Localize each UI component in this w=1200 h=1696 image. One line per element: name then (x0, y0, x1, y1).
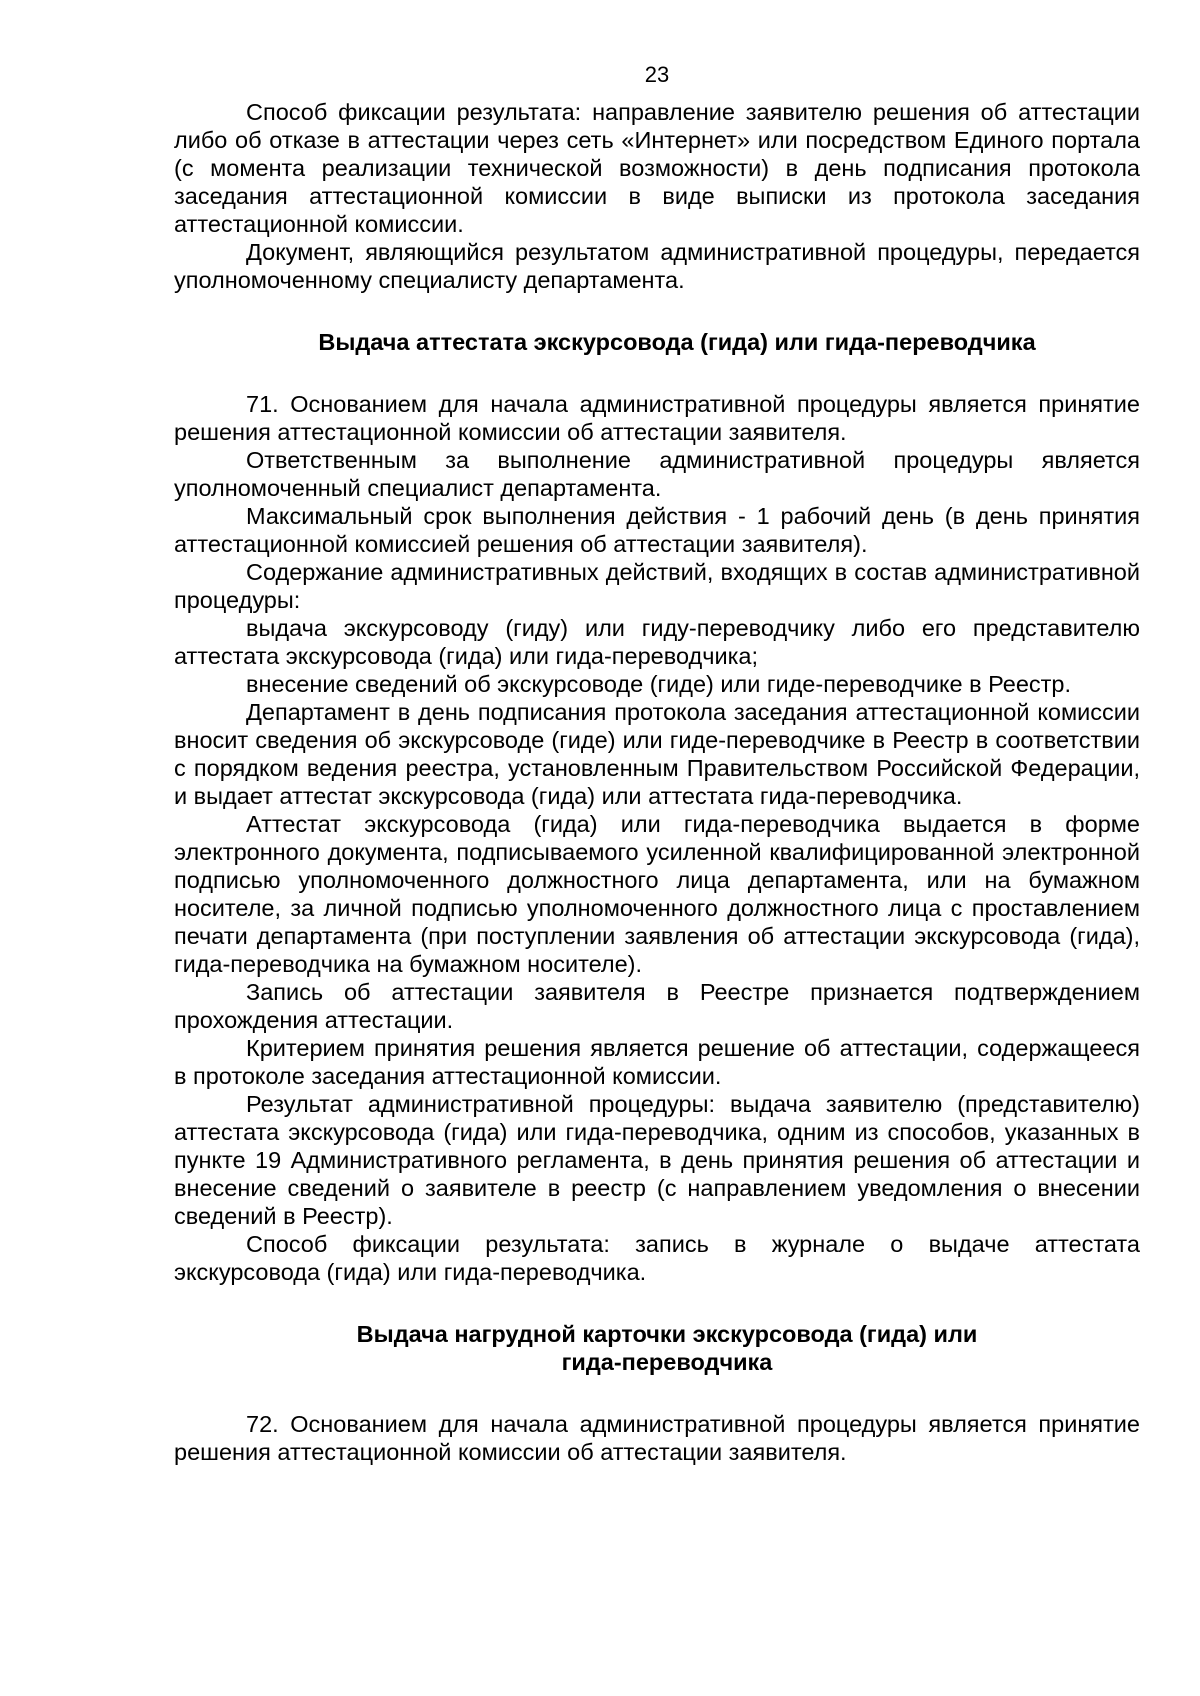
paragraph: внесение сведений об экскурсоводе (гиде) или гиде-переводчике в Реестр. (246, 671, 1072, 697)
paragraph: 72. Основанием для начала административной процедуры является принятие решения аттестационной комиссии об аттестации заявителя. (174, 1411, 1140, 1465)
paragraph: Содержание административных действий, входящих в состав административной процедуры: (174, 559, 1140, 613)
paragraph: Результат административной процедуры: выдача заявителю (представителю) аттестата экскурсовода (гида) или гида-переводчика, одним из способов, указанных в пункте 19 Административного регламента, в день принятия решения об аттестации и внесение сведений о заявителе в реестр (с направлением уведомления о внесении сведений в Реестр). (174, 1091, 1140, 1229)
paragraph: Критерием принятия решения является решение об аттестации, содержащееся в протоколе заседания аттестационной комиссии. (174, 1035, 1140, 1089)
paragraph: Департамент в день подписания протокола заседания аттестационной комиссии вносит сведения об экскурсоводе (гиде) или гиде-переводчике в Реестр в соответствии с порядком ведения реестра, установленным Правительством Российской Федерации, и выдает аттестат экскурсовода (гида) или аттестата гида-переводчика. (174, 699, 1140, 809)
paragraph: 71. Основанием для начала административной процедуры является принятие решения аттестационной комиссии об аттестации заявителя. (174, 391, 1140, 445)
section-heading-line: гида-переводчика (561, 1349, 773, 1375)
paragraph: Документ, являющийся результатом административной процедуры, передается уполномоченному специалисту департамента. (174, 239, 1140, 293)
page-number: 23 (644, 62, 670, 87)
section-heading-line: Выдача нагрудной карточки экскурсовода (гида) или (356, 1321, 978, 1347)
paragraph: Способ фиксации результата: запись в журнале о выдаче аттестата экскурсовода (гида) или гида-переводчика. (174, 1231, 1140, 1285)
paragraph: Способ фиксации результата: направление заявителю решения об аттестации либо об отказе в аттестации через сеть «Интернет» или посредством Единого портала (с момента реализации технической возможности) в день подписания протокола заседания аттестационной комиссии в виде выписки из протокола заседания аттестационной комиссии. (174, 99, 1140, 237)
paragraph: Максимальный срок выполнения действия - 1 рабочий день (в день принятия аттестационной комиссией решения об аттестации заявителя). (174, 503, 1140, 557)
paragraph: Ответственным за выполнение административной процедуры является уполномоченный специалист департамента. (174, 447, 1140, 501)
paragraph: Запись об аттестации заявителя в Реестре признается подтверждением прохождения аттестации. (174, 979, 1140, 1033)
paragraph: выдача экскурсоводу (гиду) или гиду-переводчику либо его представителю аттестата экскурсовода (гида) или гида-переводчика; (174, 615, 1140, 669)
paragraph: Аттестат экскурсовода (гида) или гида-переводчика выдается в форме электронного документа, подписываемого усиленной квалифицированной электронной подписью уполномоченного должностного лица департамента, или на бумажном носителе, за личной подписью уполномоченного должностного лица с проставлением печати департамента (при поступлении заявления об аттестации экскурсовода (гида), гида-переводчика на бумажном носителе). (174, 811, 1140, 977)
section-heading-attestat: Выдача аттестата экскурсовода (гида) или гида-переводчика (318, 329, 1036, 355)
section-heading-badge (174, 1320, 1140, 1376)
document-page (174, 62, 1140, 1466)
